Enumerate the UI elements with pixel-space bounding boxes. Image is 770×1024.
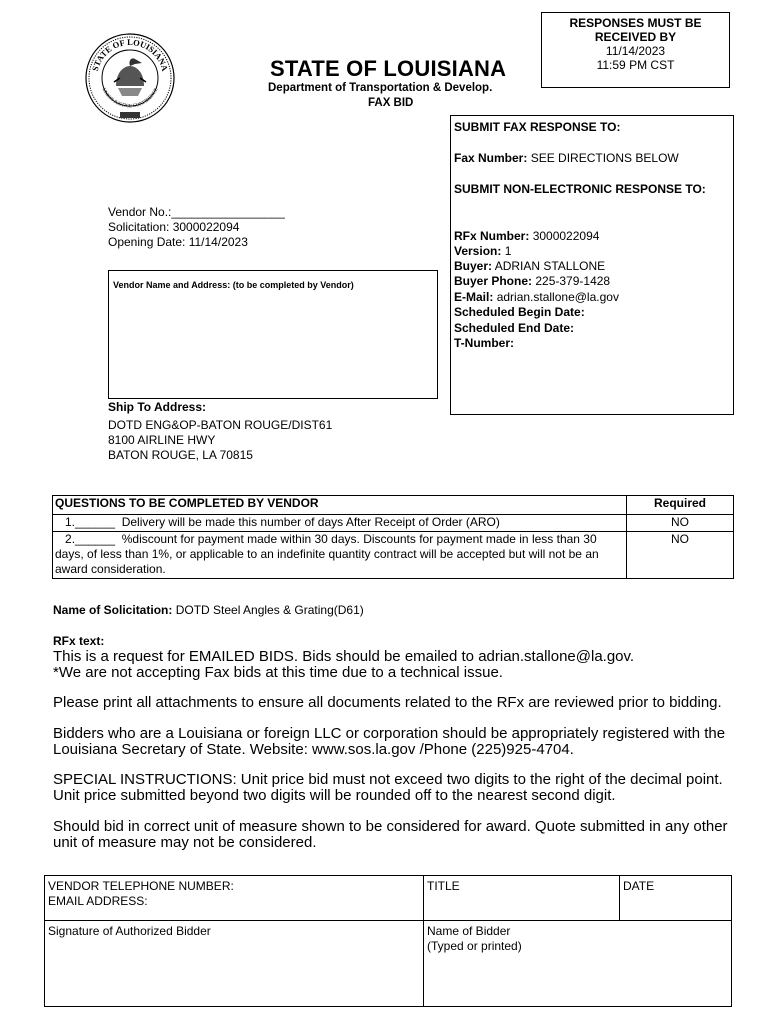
date-label: DATE — [623, 879, 655, 893]
rfx-paragraph-registration — [53, 726, 753, 758]
rfx-p1-line-1: This is a request for EMAILED BIDS. Bids should be emailed to adrian.stallone@la.gov. — [53, 648, 635, 665]
vendor-questions-table — [52, 495, 734, 579]
rfx-p5-line-2: unit of measure may not be considered. — [53, 834, 317, 851]
ship-to-line-2: 8100 AIRLINE HWY — [108, 433, 216, 447]
fax-number-row — [454, 151, 679, 165]
solicitation-name-label: Name of Solicitation: — [53, 603, 173, 617]
ship-to-line-3: BATON ROUGE, LA 70815 — [108, 448, 253, 462]
ship-to-line-1: DOTD ENG&OP-BATON ROUGE/DIST61 — [108, 418, 333, 432]
table-header-row — [53, 496, 734, 515]
ship-to-label: Ship To Address: — [108, 400, 207, 414]
department-name: Department of Transportation & Develop. — [268, 82, 493, 94]
solicitation-name-row — [53, 603, 364, 617]
signature-table — [44, 875, 732, 1007]
rfx-p3-line-1: Bidders who are a Louisiana or foreign LLC or corporation should be appropriately registered with the — [53, 725, 726, 742]
question-1-required: NO — [627, 515, 734, 532]
buyer-row — [454, 259, 605, 273]
rfx-p1-line-2: *We are not accepting Fax bids at this time due to a technical issue. — [53, 664, 503, 681]
deadline-line-1: RESPONSES MUST BE — [569, 16, 702, 30]
svg-text:UNION JUSTICE CONFIDENCE: UNION JUSTICE CONFIDENCE — [100, 87, 160, 110]
submission-info-box — [450, 115, 734, 415]
solicitation-name-value: DOTD Steel Angles & Grating(D61) — [175, 603, 364, 617]
begin-date-label: Scheduled Begin Date: — [454, 305, 585, 319]
signature-field[interactable] — [45, 921, 424, 1007]
table-row — [45, 921, 732, 1007]
title-label: TITLE — [427, 879, 460, 893]
vendor-phone-label: VENDOR TELEPHONE NUMBER: — [48, 879, 234, 893]
fax-number-value: SEE DIRECTIONS BELOW — [530, 151, 679, 165]
fax-number-label: Fax Number: — [454, 151, 528, 165]
rfx-p4-line-2: Unit price submitted beyond two digits will be rounded off to the nearest second digit. — [53, 787, 616, 804]
submit-fax-heading: SUBMIT FAX RESPONSE TO: — [454, 120, 621, 134]
vendor-address-field[interactable] — [108, 270, 438, 399]
version-value: 1 — [504, 244, 512, 258]
email-label: E-Mail: — [454, 290, 494, 304]
buyer-value: ADRIAN STALLONE — [494, 259, 606, 273]
rfx-number-row — [454, 229, 599, 243]
deadline-line-2: RECEIVED BY — [594, 30, 677, 44]
t-number-label: T-Number: — [454, 336, 514, 350]
required-header: Required — [627, 496, 734, 515]
table-row — [53, 515, 734, 532]
end-date-label: Scheduled End Date: — [454, 321, 575, 335]
rfx-paragraph-special-instructions — [53, 772, 753, 804]
vendor-number-field[interactable]: Vendor No.:_________________ — [108, 205, 285, 219]
bidder-name-label: Name of Bidder — [427, 924, 511, 938]
rfx-p4-line-1: SPECIAL INSTRUCTIONS: Unit price bid must not exceed two digits to the right of the decimal point. — [53, 771, 723, 788]
questions-header: QUESTIONS TO BE COMPLETED BY VENDOR — [53, 496, 627, 515]
rfx-p3-line-2: Louisiana Secretary of State. Website: www.sos.la.gov /Phone (225)925-4704. — [53, 741, 574, 758]
signature-label: Signature of Authorized Bidder — [48, 924, 211, 938]
rfx-number-value: 3000022094 — [532, 229, 600, 243]
submit-nonelectronic-heading: SUBMIT NON-ELECTRONIC RESPONSE TO: — [454, 182, 706, 196]
deadline-date: 11/14/2023 — [605, 44, 666, 58]
buyer-phone-value: 225-379-1428 — [535, 274, 611, 288]
page-title: STATE OF LOUISIANA — [270, 56, 507, 81]
buyer-phone-row — [454, 274, 610, 288]
title-field[interactable] — [424, 876, 620, 921]
rfx-number-label: RFx Number: — [454, 229, 530, 243]
rfx-p5-line-1: Should bid in correct unit of measure shown to be considered for award. Quote submitted in any other — [53, 818, 728, 835]
rfx-paragraph-emailed-bids — [53, 649, 753, 681]
rfx-paragraph-print-attachments: Please print all attachments to ensure all documents related to the RFx are reviewed prior to bidding. — [53, 694, 722, 711]
question-2-required: NO — [627, 532, 734, 579]
buyer-phone-label: Buyer Phone: — [454, 274, 533, 288]
vendor-address-label: Vendor Name and Address: (to be completed by Vendor) — [113, 280, 354, 290]
question-1-text[interactable]: 1.______ Delivery will be made this number of days After Receipt of Order (ARO) — [53, 515, 627, 532]
table-row — [53, 532, 734, 579]
version-row — [454, 244, 511, 258]
deadline-time: 11:59 PM CST — [596, 58, 675, 72]
bid-type: FAX BID — [368, 97, 414, 109]
response-deadline-box — [541, 12, 730, 88]
table-row — [45, 876, 732, 921]
bidder-name-sublabel: (Typed or printed) — [427, 939, 522, 953]
rfx-text-label: RFx text: — [53, 634, 105, 648]
ship-to-address — [108, 418, 332, 463]
vendor-contact-field[interactable] — [45, 876, 424, 921]
rfx-paragraph-unit-of-measure — [53, 819, 753, 851]
state-seal-icon — [80, 30, 180, 126]
solicitation-number: Solicitation: 3000022094 — [108, 220, 240, 234]
email-row — [454, 290, 619, 304]
vendor-solicitation-info — [108, 205, 285, 250]
svg-text:STATE OF LOUISIANA: STATE OF LOUISIANA — [89, 36, 171, 73]
date-field[interactable] — [620, 876, 732, 921]
bidder-name-field[interactable] — [424, 921, 732, 1007]
version-label: Version: — [454, 244, 502, 258]
opening-date: Opening Date: 11/14/2023 — [108, 235, 248, 249]
email-value: adrian.stallone@la.gov — [496, 290, 619, 304]
question-2-text[interactable]: 2.______ %discount for payment made within 30 days. Discounts for payment made in less than 30 days, of less than 1%, or applicable to an indefinite quantity contract will be accepted but will not be an award consideration. — [53, 532, 627, 579]
buyer-label: Buyer: — [454, 259, 493, 273]
vendor-email-label: EMAIL ADDRESS: — [48, 894, 148, 908]
